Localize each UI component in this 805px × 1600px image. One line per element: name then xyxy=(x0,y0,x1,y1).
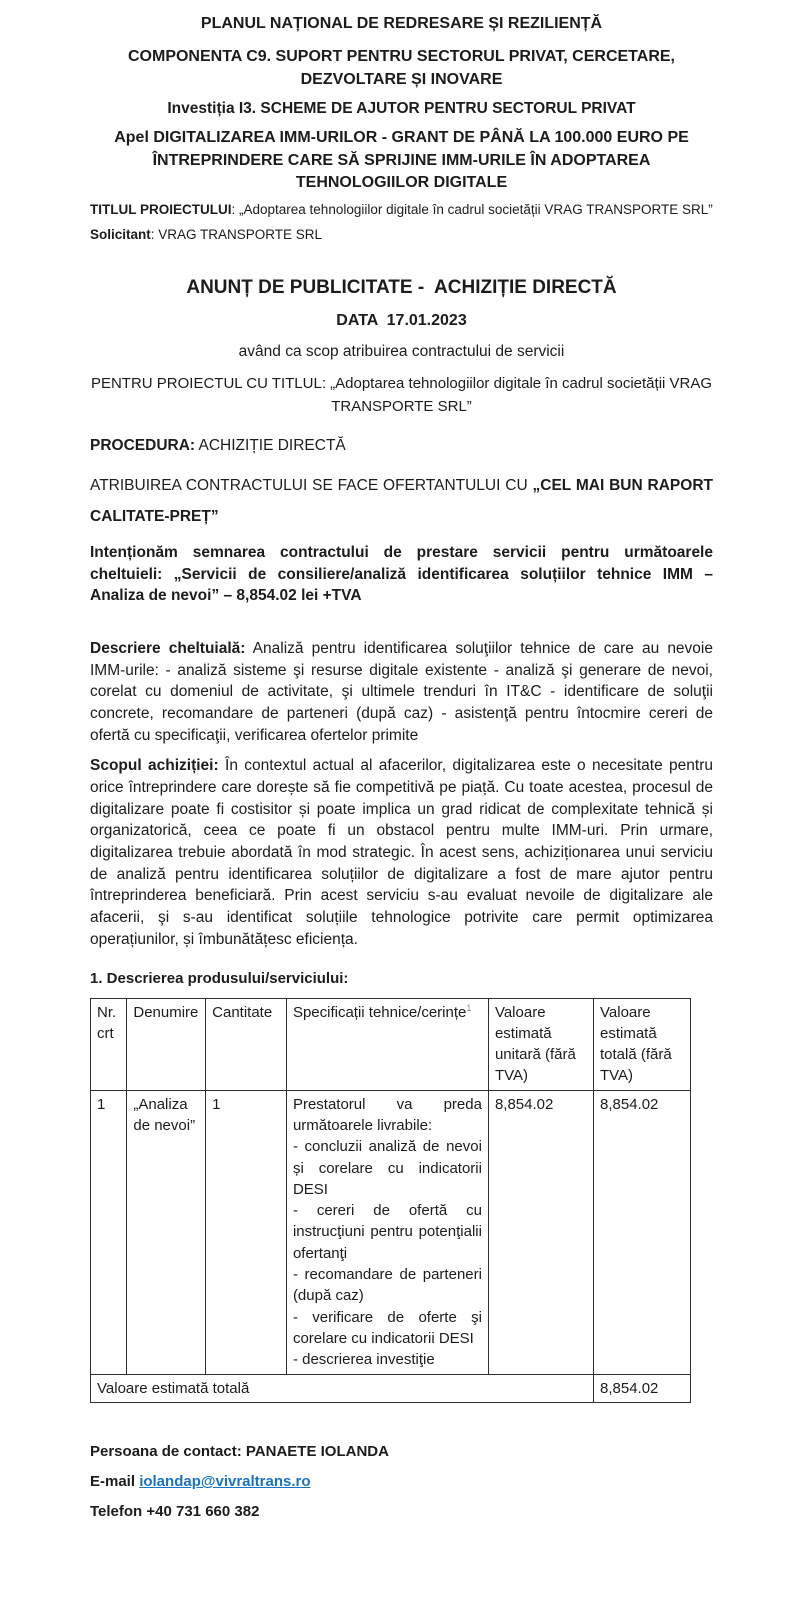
contact-phone: Telefon +40 731 660 382 xyxy=(90,1503,260,1521)
award-text: ATRIBUIREA CONTRACTULUI SE FACE OFERTANTULUI CU xyxy=(90,477,533,495)
procedure-value: ACHIZIȚIE DIRECTĂ xyxy=(195,437,346,455)
spec-line: Prestatorul va preda următoarele livrabile: xyxy=(292,1095,482,1134)
column-header-valoare-unitara: Valoare estimată unitară (fără TVA) xyxy=(488,998,593,1090)
scope-text: În contextul actual al afacerilor, digitalizarea este o necesitate pentru orice întreprindere care dorește să fie competitivă pe piață. Cu toate acestea, procesul de digitalizare poate fi costisitor și poate implica un grad ridicat de complexitate tehnică și organizatorică, ceea ce poate fi un obstacol pentru multe IMM-uri. Prin urmare, digitalizarea trebuie abordată în mod strategic. În acest sens, achiziționarea unui serviciu de analiză pentru identificarea soluțiilor de digitalizare a fost de mare ajutor pentru întreprinderea beneficiară. Prin acest serviciu s-au evaluat nevoile de digitalizare ale afacerii, şi s-au identificat soluțiile tehnologice potrivite care permit optimizarea operațiunilor, și îmbunătățesc eficiența. xyxy=(90,757,713,948)
project-title-label: TITLUL PROIECTULUI xyxy=(90,202,232,218)
applicant-paragraph xyxy=(90,225,713,246)
email-link[interactable]: iolandap@vivraltrans.ro xyxy=(139,1473,311,1491)
cell-nr: 1 xyxy=(91,1090,127,1374)
intent-paragraph: Intenționăm semnarea contractului de prestare servicii pentru următoarele cheltuieli: „Servicii de consiliere/analiză identificarea soluțiilor tehnice IMM – Analiza de nevoi” – 8,854.02 lei +TVA xyxy=(90,543,713,605)
contact-email-line xyxy=(90,1473,713,1490)
cell-valoare-totala: 8,854.02 xyxy=(594,1090,691,1374)
contact-person: Persoana de contact: PANAETE IOLANDA xyxy=(90,1442,389,1460)
table-total-row xyxy=(91,1374,691,1402)
spec-line: - verificare de oferte şi corelare cu indicatorii DESI xyxy=(292,1308,482,1347)
announcement-title: ANUNȚ DE PUBLICITATE - ACHIZIȚIE DIRECTĂ xyxy=(186,277,617,299)
project-title-value: : „Adoptarea tehnologiilor digitale în cadrul societății VRAG TRANSPORTE SRL” xyxy=(231,202,713,218)
contact-block xyxy=(90,1443,713,1521)
cell-specificatii xyxy=(286,1090,488,1374)
applicant-label: Solicitant xyxy=(90,227,151,243)
column-header-specificatii-text: Specificații tehnice/cerințe xyxy=(292,1003,467,1021)
column-header-denumire: Denumire xyxy=(127,998,206,1090)
applicant-value: : VRAG TRANSPORTE SRL xyxy=(150,227,323,243)
award-paragraph xyxy=(90,471,713,531)
announcement-for-project: PENTRU PROIECTUL CU TITLUL: „Adoptarea tehnologiilor digitale în cadrul societății VRAG TRANSPORTE SRL” xyxy=(90,374,713,416)
total-value: 8,854.02 xyxy=(594,1374,691,1402)
award-criteria: „CEL MAI BUN RAPORT CALITATE-PREȚ” xyxy=(90,477,713,525)
procedure-label: PROCEDURA: xyxy=(90,437,196,455)
announcement-purpose: având ca scop atribuirea contractului de servicii xyxy=(238,342,565,360)
announcement-date: DATA 17.01.2023 xyxy=(336,312,467,330)
column-header-nr-crt: Nr. crt xyxy=(91,998,127,1090)
column-header-cantitate: Cantitate xyxy=(206,998,287,1090)
cell-denumire: „Analiza de nevoi” xyxy=(127,1090,206,1374)
spec-line: - cereri de ofertă cu instrucţiuni pentru potenţialii ofertanţi xyxy=(292,1202,482,1262)
project-title-paragraph xyxy=(90,200,713,221)
expense-text: Analiză pentru identificarea soluţiilor tehnice de care au nevoie IMM-urile: - analiză sisteme şi resurse digitale existente - analiză şi generare de nevoi, corelat cu domeniul de activitate, şi ultimele trenduri în IT&C - identificare de soluţii concrete, recomandare de parteneri (după caz) - asistenţă pentru întocmire cereri de ofertă cu specificaţii, verificarea ofertelor primite xyxy=(90,639,713,744)
section-1-title: 1. Descrierea produsului/serviciului: xyxy=(90,969,349,987)
heading-investitia: Investiția I3. SCHEME DE AJUTOR PENTRU SECTORUL PRIVAT xyxy=(167,100,636,118)
column-header-valoare-totala: Valoare estimată totală (fără TVA) xyxy=(594,998,691,1090)
column-header-specificatii xyxy=(286,998,488,1090)
scope-paragraph xyxy=(90,755,713,950)
table-header-row xyxy=(91,998,691,1090)
expense-paragraph xyxy=(90,638,713,746)
table-row xyxy=(91,1090,691,1374)
spec-line: - concluzii analiză de nevoi și corelare cu indicatorii DESI xyxy=(292,1138,482,1198)
total-label: Valoare estimată totală xyxy=(91,1374,594,1402)
heading-componenta: COMPONENTA C9. SUPORT PENTRU SECTORUL PRIVAT, CERCETARE, DEZVOLTARE ȘI INOVARE xyxy=(127,47,675,88)
product-description-table xyxy=(90,998,691,1403)
procedure-paragraph xyxy=(90,436,713,457)
scope-label: Scopul achiziției: xyxy=(90,757,219,775)
footnote-ref: 1 xyxy=(466,1002,472,1013)
email-label: E-mail xyxy=(90,1473,140,1491)
spec-line: - descrierea investiţie xyxy=(292,1351,435,1369)
heading-pnrr: PLANUL NAȚIONAL DE REDRESARE ȘI REZILIENȚĂ xyxy=(200,15,603,32)
heading-apel: Apel DIGITALIZAREA IMM-URILOR - GRANT DE PÂNĂ LA 100.000 EURO PE ÎNTREPRINDERE CARE SĂ SPRIJINE IMM-URILE ÎN ADOPTAREA TEHNOLOGIILOR DIGITALE xyxy=(114,129,689,192)
cell-cantitate: 1 xyxy=(206,1090,287,1374)
cell-valoare-unitara: 8,854.02 xyxy=(488,1090,593,1374)
expense-label: Descriere cheltuială: xyxy=(90,639,246,657)
spec-line: - recomandare de parteneri (după caz) xyxy=(292,1266,482,1305)
